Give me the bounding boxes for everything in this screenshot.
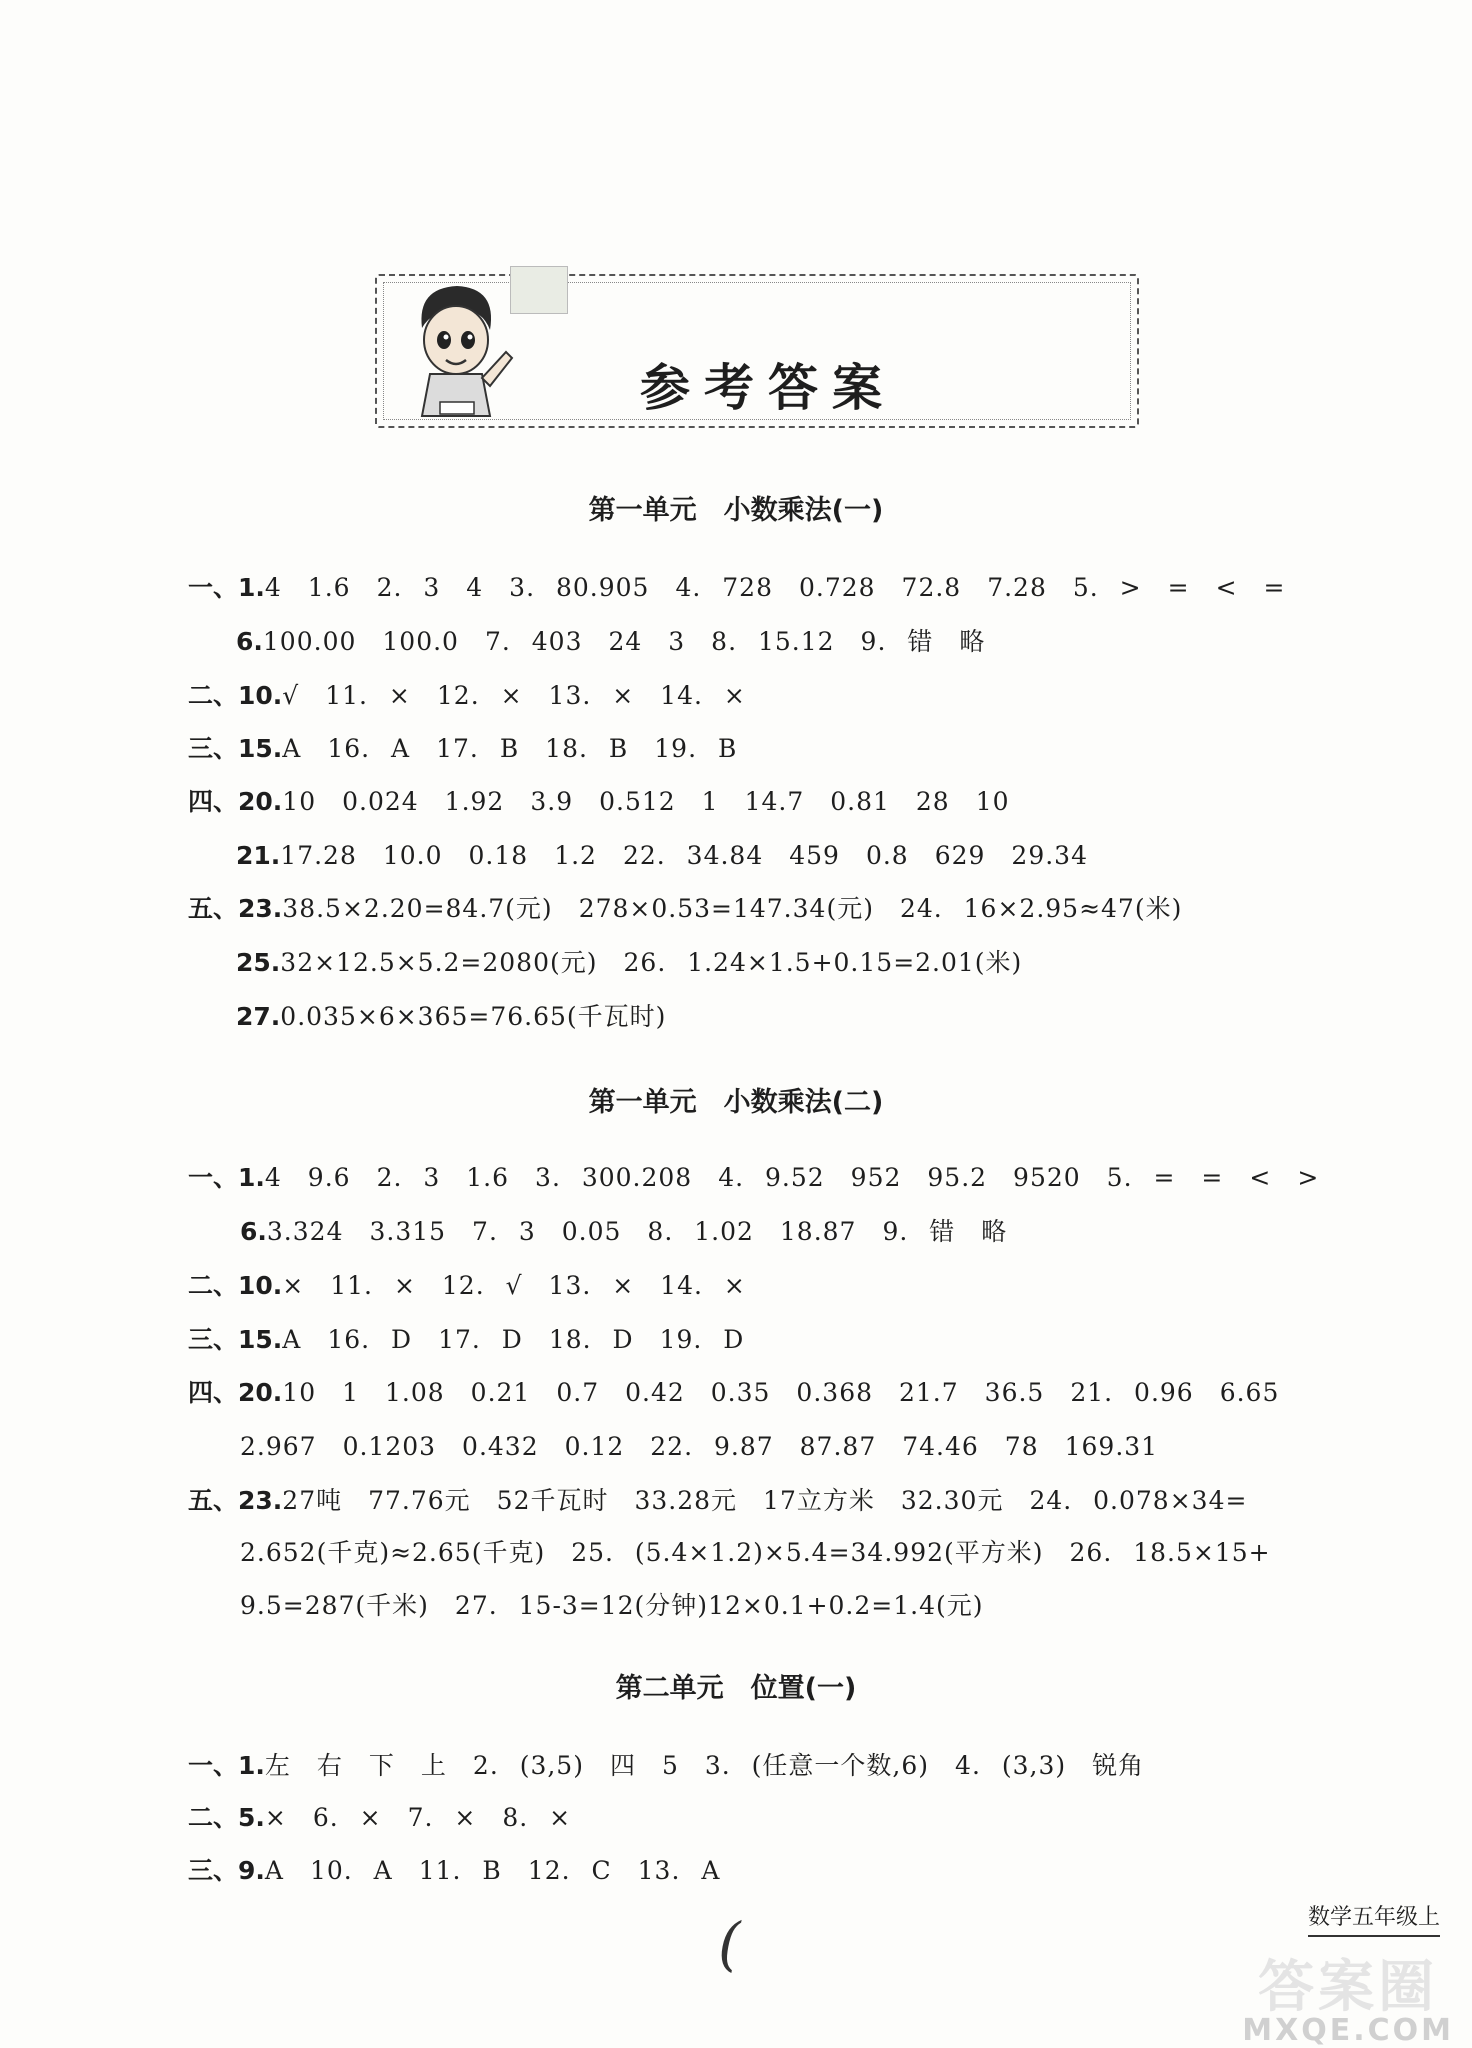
answer-line <box>188 1798 571 1834</box>
answer-label: 三、15. <box>188 734 283 763</box>
answer-content: A 10. A 11. B 12. C 13. A <box>264 1856 721 1885</box>
answer-label: 27. <box>236 1002 281 1031</box>
answer-line <box>240 1427 1158 1463</box>
answer-content: 4 1.6 2. 3 4 3. 80.905 4. 728 0.728 72.8 7.28 5. > = < = <box>264 573 1286 602</box>
answer-label: 二、10. <box>188 1271 283 1300</box>
watermark-url: MXQE.COM <box>1242 2013 1454 2048</box>
answer-label: 21. <box>236 841 281 870</box>
answer-line <box>240 1212 1007 1248</box>
answer-content: 38.5×2.20=84.7(元) 278×0.53=147.34(元) 24. 16×2.95≈47(米) <box>282 894 1183 923</box>
answer-content: × 6. × 7. × 8. × <box>264 1803 572 1832</box>
answer-line <box>188 1746 1144 1782</box>
answer-line <box>188 1266 746 1302</box>
answer-label: 25. <box>236 948 281 977</box>
answer-line <box>236 943 1022 979</box>
answer-content: 2.652(千克)≈2.65(千克) 25. (5.4×1.2)×5.4=34.992(平方米) 26. 18.5×15+ <box>240 1538 1271 1567</box>
answer-line <box>236 836 1088 872</box>
handwritten-page-mark: ( <box>718 1910 741 1978</box>
section-title-unit1-part2: 第一单元 小数乘法(二) <box>588 1087 884 1118</box>
answer-content: √ 11. × 12. × 13. × 14. × <box>282 681 746 710</box>
answer-content: A 16. D 17. D 18. D 19. D <box>282 1325 745 1354</box>
answer-content: 4 9.6 2. 3 1.6 3. 300.208 4. 9.52 952 95.2 9520 5. = = < > <box>264 1163 1320 1192</box>
answer-line <box>188 568 1285 604</box>
answer-label: 二、5. <box>188 1803 265 1832</box>
answer-label: 6. <box>240 1217 267 1246</box>
answer-line <box>188 1373 1279 1409</box>
answer-label: 二、10. <box>188 681 283 710</box>
answer-label: 三、9. <box>188 1856 265 1885</box>
answer-label: 三、15. <box>188 1325 283 1354</box>
answer-label: 四、20. <box>188 1378 283 1407</box>
page-title: 参考答案 <box>640 359 896 417</box>
answer-label: 一、1. <box>188 1751 265 1780</box>
answer-content: 27吨 77.76元 52千瓦时 33.28元 17立方米 32.30元 24. 0.078×34= <box>282 1486 1248 1515</box>
answer-line <box>188 889 1182 925</box>
answer-line <box>188 1158 1319 1194</box>
answer-line <box>188 729 737 765</box>
answer-label: 四、20. <box>188 787 283 816</box>
answer-content: 10 1 1.08 0.21 0.7 0.42 0.35 0.368 21.7 36.5 21. 0.96 6.65 <box>282 1378 1280 1407</box>
answer-content: 32×12.5×5.2=2080(元) 26. 1.24×1.5+0.15=2.01(米) <box>280 948 1023 977</box>
answer-content: 100.00 100.0 7. 403 24 3 8. 15.12 9. 错 略 <box>262 627 986 656</box>
answer-line <box>240 1533 1271 1569</box>
answer-content: × 11. × 12. √ 13. × 14. × <box>282 1271 746 1300</box>
answer-line <box>188 676 746 712</box>
answer-content: 9.5=287(千米) 27. 15-3=12(分钟)12×0.1+0.2=1.4(元) <box>240 1591 984 1620</box>
answer-line <box>188 1851 720 1887</box>
answer-line <box>188 1481 1247 1517</box>
answer-content: 17.28 10.0 0.18 1.2 22. 34.84 459 0.8 629 29.34 <box>280 841 1088 870</box>
answer-line <box>188 782 1010 818</box>
watermark-text: 答案圈 <box>1258 1955 1439 2020</box>
cartoon-boy-illustration <box>382 268 532 418</box>
answer-content: 左 右 下 上 2. (3,5) 四 5 3. (任意一个数,6) 4. (3,3) 锐角 <box>264 1751 1145 1780</box>
answer-content: A 16. A 17. B 18. B 19. B <box>282 734 738 763</box>
answer-content: 10 0.024 1.92 3.9 0.512 1 14.7 0.81 28 10 <box>282 787 1010 816</box>
answer-line <box>188 1320 744 1356</box>
answer-content: 3.324 3.315 7. 3 0.05 8. 1.02 18.87 9. 错 略 <box>266 1217 1008 1246</box>
answer-line <box>240 1586 984 1622</box>
section-title-unit1-part1: 第一单元 小数乘法(一) <box>588 495 884 526</box>
answer-content: 0.035×6×365=76.65(千瓦时) <box>280 1002 667 1031</box>
answer-label: 五、23. <box>188 1486 283 1515</box>
watermark-logo <box>1242 1955 1454 2048</box>
answer-label: 一、1. <box>188 1163 265 1192</box>
section-title-unit2-part1: 第二单元 位置(一) <box>615 1673 857 1704</box>
answer-label: 一、1. <box>188 573 265 602</box>
answer-label: 五、23. <box>188 894 283 923</box>
answer-label: 6. <box>236 627 263 656</box>
answer-line <box>236 622 985 658</box>
answer-line <box>236 997 666 1033</box>
subject-footer-label: 数学五年级上 <box>1308 1900 1440 1937</box>
answer-content: 2.967 0.1203 0.432 0.12 22. 9.87 87.87 74.46 78 169.31 <box>240 1432 1159 1461</box>
